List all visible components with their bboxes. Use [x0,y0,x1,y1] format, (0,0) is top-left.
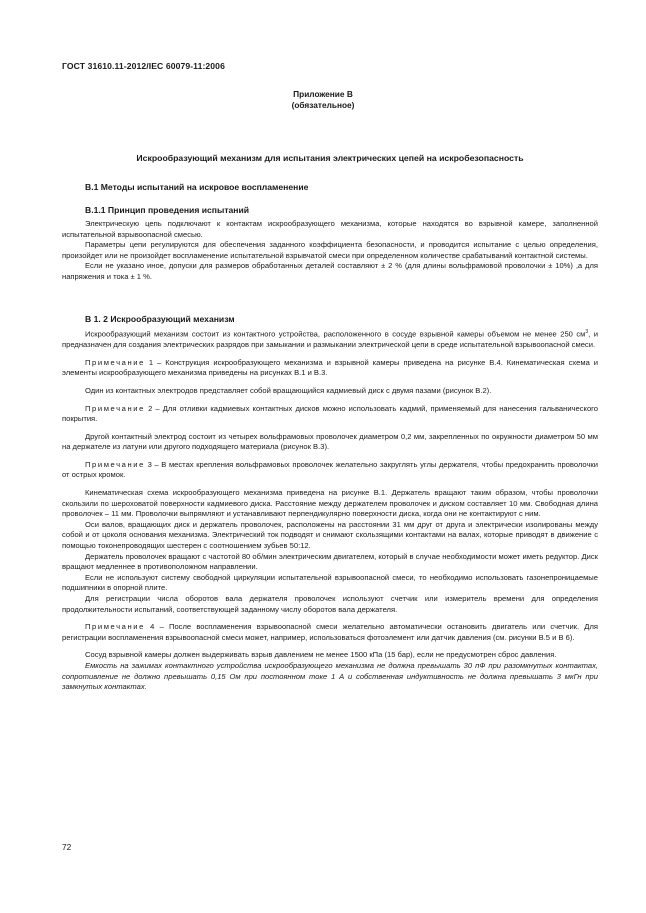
note-label: Примечание [85,459,145,469]
section-b12-title: В 1. 2 Искрообразующий механизм [85,314,235,324]
paragraph: Электрическую цепь подключают к контактам искрообразующего механизма, которые находятся во взрывной камере, заполненной испытательной взрывоопасной смесью. [62,219,598,239]
page-number: 72 [62,842,72,852]
paragraph-italic: Емкость на зажимах контактного устройства искрообразующего механизма не должна превышать 30 пФ при разомкнутых контактах, сопротивление не должно превышать 0,15 Ом при постоянном токе 1 А и собственная индуктивность не должна превышать 3 мкГн при замкнутых контактах. [62,660,598,692]
note-label: Примечание [85,403,145,413]
main-title: Искрообразующий механизм для испытания электрических цепей на искробезопасность [136,153,524,163]
section-b11-body [62,219,598,283]
note-4: Примечание 4 – После воспламенения взрывоопасной смеси желательно автоматически остановить двигатель или счетчик. Для регистрации воспламенения взрывоопасной смеси может, например, использоваться фотоэлемент или датчик давления (см. рисунки В.5 и В 6). [62,622,598,642]
paragraph: Если не используют систему свободной циркуляции испытательной взрывоопасной смеси, то необходимо использовать газонепроницаемые подшипники в опорной плите. [62,572,598,593]
standard-header: ГОСТ 31610.11-2012/IEC 60079-11:2006 [62,61,225,71]
paragraph: Для регистрации числа оборотов вала держателя проволочек используют счетчик или измеритель времени для определения продолжительности испытаний, соответствующей заданному числу оборотов вала держателя. [62,594,598,614]
section-b11-title: В.1.1 Принцип проведения испытаний [85,205,250,215]
paragraph: Один из контактных электродов представляет собой вращающийся кадмиевый диск с двумя пазами (рисунок В.2). [85,385,492,395]
note-2: Примечание 2 – Для отливки кадмиевых контактных дисков можно использовать кадмий, применяемый для нанесения гальванического покрытия. [62,403,598,424]
appendix-title: Приложение В [293,89,353,99]
note-3: Примечание 3 – В местах крепления вольфрамовых проволочек желательно закруглять углы держателя, чтобы предохранить проволочки от острых кромок. [62,459,598,480]
paragraph: Держатель проволочек вращают с частотой 80 об/мин электрическим двигателем, который в случае необходимости может иметь редуктор. Диск вращают медленнее в противоположном направлении. [62,551,598,572]
paragraph: Оси валов, вращающих диск и держатель проволочек, расположены на расстоянии 31 мм друг от друга и электрически изолированы между собой и от цоколя основания механизма. Электрический ток подводят и снимают скользящими контактами на валах, которые приводят в движение с помощью токонепроводящих шестерен с соотношением зубьев 50:12. [62,519,598,551]
paragraph: Искрообразующий механизм состоит из контактного устройства, расположенного в сосуде взрывной камеры объемом не менее 250 $см^3$, и предназначен для создания электрических разрядов при замыкании и размыкании электрической цепи в среде испытательной взрывоопасной смеси. [62,329,598,350]
paragraph: Сосуд взрывной камеры должен выдерживать взрыв давлением не менее 1500 кПа (15 бар), если не предусмотрен сброс давления. [85,650,557,660]
section-b1-title: В.1 Методы испытаний на искровое воспламенение [85,182,309,192]
paragraph: Если не указано иное, допуски для размеров обработанных деталей составляют ± 2 % (для длины вольфрамовой проволочки ± 10%) ,а для напряжения и тока ± 1 %. [62,261,598,281]
appendix-subtitle: (обязательное) [291,100,355,110]
paragraph: Кинематическая схема искрообразующего механизма приведена на рисунке В.1. Держатель вращают таким образом, чтобы проволочки скользили по шероховатой поверхности кадмиевого диска. Расстояние между держателем проволочек и диском составляет 10 мм. Свободная длина проволочек – 11 мм. Проволочки выпрямляют и устанавливают перпендикулярно поверхности диска, когда они не контактируют с ним. [62,488,598,519]
note-label: Примечание [85,622,145,632]
paragraph: Параметры цепи регулируются для обеспечения заданного коэффициента безопасности, и проводится испытание с целью определения, произойдет или не произойдет воспламенение испытательной взрывчатой смеси при определенном количестве срабатываний контактной системы. [62,240,598,260]
paragraph: Другой контактный электрод состоит из четырех вольфрамовых проволочек диаметром 0,2 мм, закрепленных по окружности диаметром 50 мм на держателе из латуни или другого подходящего материала (рисунок В.3). [62,431,598,452]
note-label: Примечание [85,357,145,367]
note-1: Примечание 1 – Конструкция искрообразующего механизма и взрывной камеры приведена на рисунке В.4. Кинематическая схема и элементы искрообразующего механизма приведены на рисунках В.1 и В.3. [62,357,598,378]
section-b12-body [62,327,598,693]
